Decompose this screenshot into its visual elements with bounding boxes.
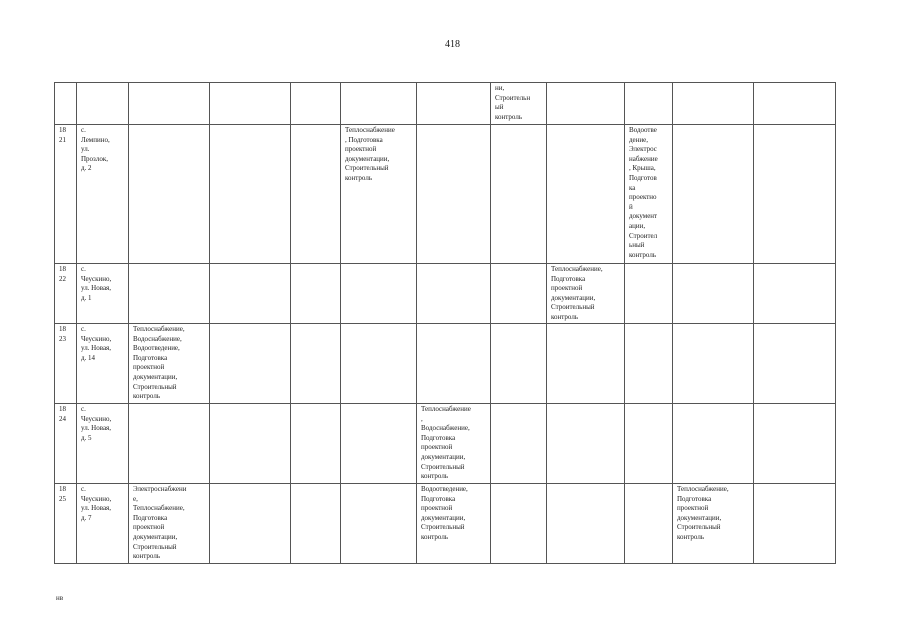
address-cell — [77, 83, 129, 125]
work-cell — [417, 324, 491, 404]
work-cell — [129, 83, 210, 125]
work-cell — [491, 404, 547, 484]
work-cell — [291, 404, 341, 484]
table-row — [55, 264, 836, 324]
work-cell — [754, 125, 836, 264]
work-cell: Электроснабжени е, Теплоснабжение, Подготовка проектной документации, Строительный контроль — [129, 484, 210, 564]
work-cell: Водоотве дение, Электрос набжение , Крыша, Подготов ка проектно й документ ации, Строител ьный контроль — [625, 125, 673, 264]
work-cell — [291, 125, 341, 264]
row-number-cell — [55, 83, 77, 125]
work-cell — [625, 264, 673, 324]
work-cell — [129, 125, 210, 264]
work-cell — [673, 264, 754, 324]
work-cell — [291, 324, 341, 404]
table-row — [55, 83, 836, 125]
work-cell — [129, 404, 210, 484]
table-row — [55, 484, 836, 564]
work-cell — [291, 484, 341, 564]
work-cell — [547, 484, 625, 564]
work-cell: Водоотведение, Подготовка проектной документации, Строительный контроль — [417, 484, 491, 564]
row-number-cell: 18 25 — [55, 484, 77, 564]
work-cell — [417, 125, 491, 264]
work-cell — [210, 83, 291, 125]
work-cell — [210, 264, 291, 324]
work-cell: Теплоснабжение , Водоснабжение, Подготовка проектной документации, Строительный контроль — [417, 404, 491, 484]
work-cell — [210, 404, 291, 484]
work-cell: Теплоснабжение, Водоснабжение, Водоотведение, Подготовка проектной документации, Строительный контроль — [129, 324, 210, 404]
work-cell — [491, 324, 547, 404]
address-cell: с. Чеускино, ул. Новая, д. 14 — [77, 324, 129, 404]
work-cell — [210, 125, 291, 264]
work-cell — [625, 404, 673, 484]
work-cell: Теплоснабжение , Подготовка проектной документации, Строительный контроль — [341, 125, 417, 264]
work-cell — [291, 83, 341, 125]
works-table — [54, 82, 836, 564]
work-cell — [754, 484, 836, 564]
row-number-cell: 18 23 — [55, 324, 77, 404]
work-cell — [491, 125, 547, 264]
address-cell: с. Чеускино, ул. Новая, д. 7 — [77, 484, 129, 564]
work-cell: Теплоснабжение, Подготовка проектной документации, Строительный контроль — [673, 484, 754, 564]
work-cell — [754, 83, 836, 125]
work-cell — [417, 264, 491, 324]
row-number-cell: 18 24 — [55, 404, 77, 484]
table-row — [55, 125, 836, 264]
work-cell — [547, 83, 625, 125]
work-cell — [625, 324, 673, 404]
work-cell — [341, 324, 417, 404]
work-cell: Теплоснабжение, Подготовка проектной документации, Строительный контроль — [547, 264, 625, 324]
work-cell — [341, 83, 417, 125]
work-cell — [491, 264, 547, 324]
work-cell — [754, 264, 836, 324]
work-cell — [673, 125, 754, 264]
work-cell — [341, 484, 417, 564]
work-cell — [341, 404, 417, 484]
work-cell — [625, 83, 673, 125]
work-cell — [417, 83, 491, 125]
row-number-cell: 18 21 — [55, 125, 77, 264]
work-cell — [291, 264, 341, 324]
address-cell: с. Чеускино, ул. Новая, д. 5 — [77, 404, 129, 484]
work-cell — [754, 324, 836, 404]
work-cell — [547, 125, 625, 264]
table-row — [55, 324, 836, 404]
work-cell — [673, 324, 754, 404]
work-cell — [210, 484, 291, 564]
work-cell — [210, 324, 291, 404]
table-row — [55, 404, 836, 484]
work-cell — [129, 264, 210, 324]
address-cell: с. Чеускино, ул. Новая, д. 1 — [77, 264, 129, 324]
footer-mark: нв — [56, 594, 64, 602]
page-number: 418 — [445, 39, 460, 50]
work-cell — [673, 404, 754, 484]
address-cell: с. Лемпино, ул. Прозлок, д. 2 — [77, 125, 129, 264]
work-cell — [547, 404, 625, 484]
work-cell — [673, 83, 754, 125]
work-cell — [341, 264, 417, 324]
work-cell — [547, 324, 625, 404]
row-number-cell: 18 22 — [55, 264, 77, 324]
work-cell — [754, 404, 836, 484]
work-cell — [491, 484, 547, 564]
work-cell — [625, 484, 673, 564]
work-cell: ни, Строительн ый контроль — [491, 83, 547, 125]
